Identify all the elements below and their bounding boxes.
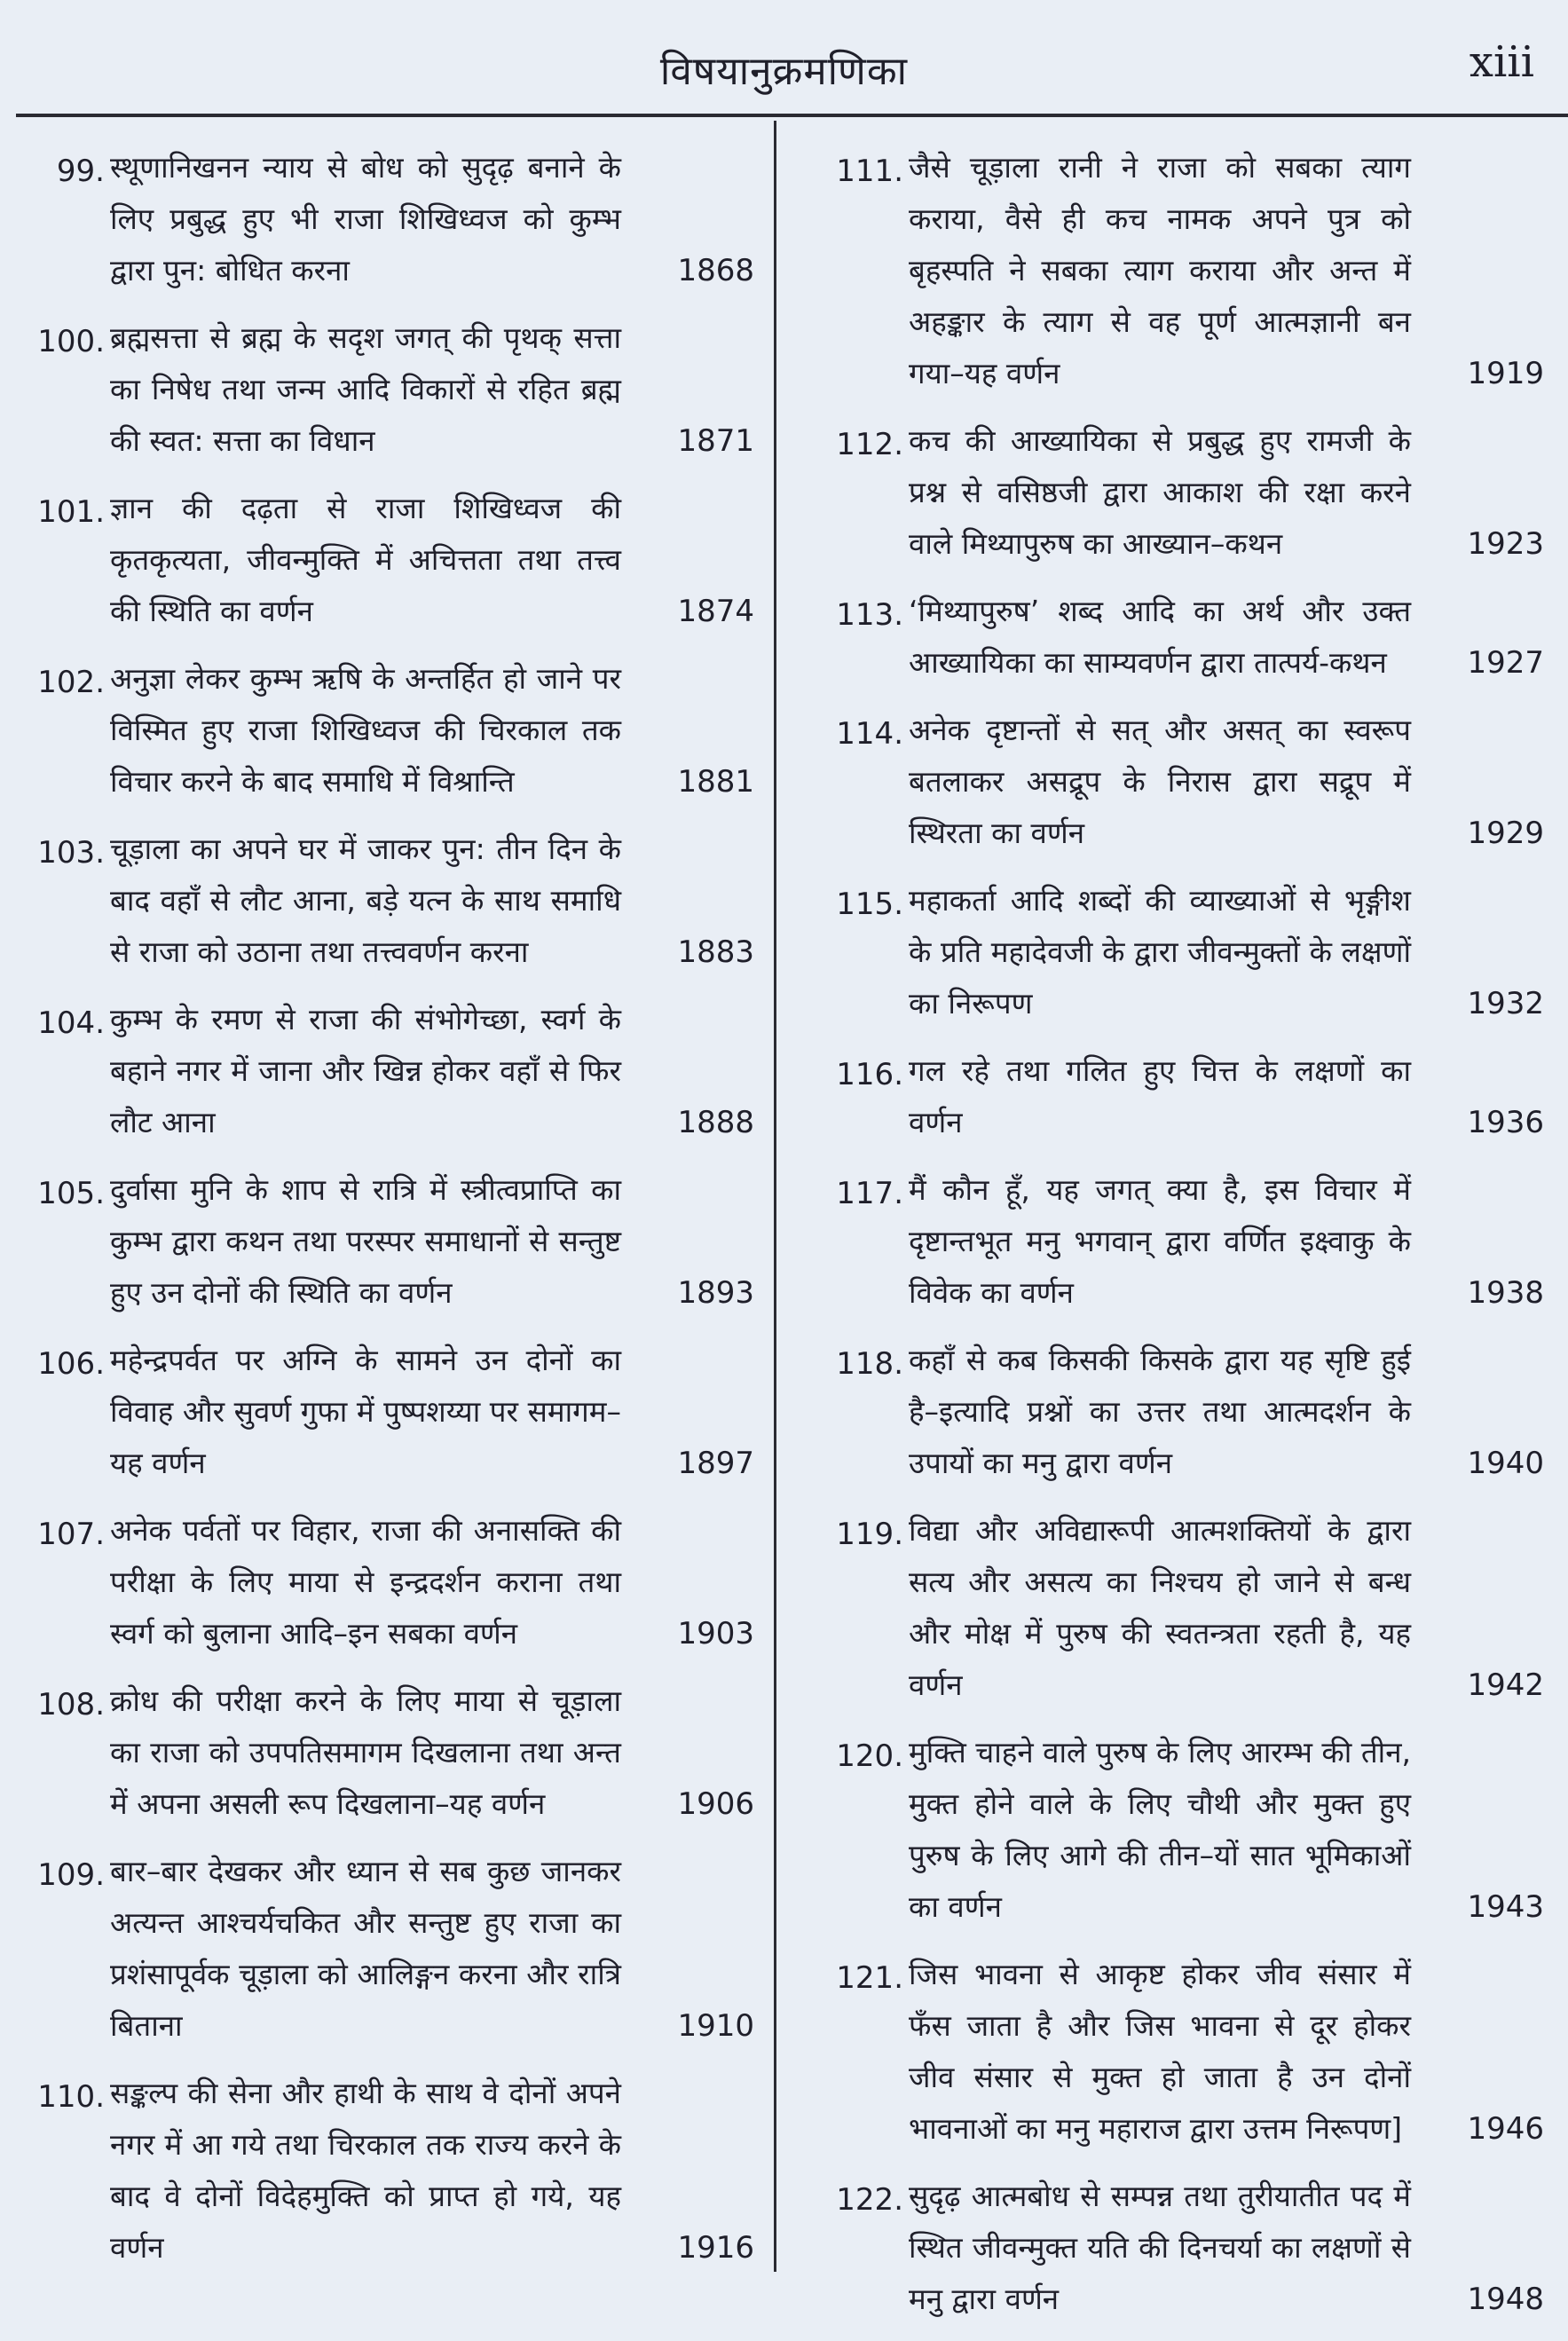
entry-number: 115. [836,887,903,922]
entry-title: मुक्ति चाहने वाले पुरुष के लिए आरम्भ की तीन, मुक्त होने वाले के लिए चौथी और मुक्त हुए पुरुष के लिए आगे की तीन–यों सात भूमिकाओं का वर्णन [909,1735,1411,1924]
entry-page-number: 1868 [677,253,754,288]
entry-title: क्रोध की परीक्षा करने के लिए माया से चूड़ाला का राजा को उपपतिसमागम दिखलाना तथा अन्त में अपना असली रूप दिखलाना–यह वर्णन [110,1683,621,1821]
entry-number: 118. [836,1346,903,1382]
toc-entry [808,1335,1544,1489]
toc-entry [808,415,1544,570]
entry-number: 105. [37,1176,105,1211]
toc-entry [808,875,1544,1029]
entry-number: 114. [836,716,903,752]
entry-title: विद्या और अविद्यारूपी आत्मशक्तियों के द्वारा सत्य और असत्य का निश्चय हो जाने से बन्ध और मोक्ष में पुरुष की स्वतन्त्रता रहती है, यह वर्णन [909,1513,1411,1702]
page-title: विषयानुक्रमणिका [659,49,909,94]
entry-page-number: 1916 [677,2230,754,2266]
entry-title: अनेक पर्वतों पर विहार, राजा की अनासक्ति की परीक्षा के लिए माया से इन्द्रदर्शन कराना तथा स्वर्ग को बुलाना आदि–इन सबका वर्णन [110,1513,621,1651]
entry-number: 106. [37,1346,105,1382]
entry-page-number: 1940 [1467,1446,1544,1481]
entry-page-number: 1906 [677,1786,754,1822]
toc-entry [20,1505,754,1659]
entry-page-number: 1874 [677,594,754,629]
toc-entry [20,1675,754,1830]
entry-number: 120. [836,1738,903,1774]
entry-title: दुर्वासा मुनि के शाप से रात्रि में स्त्रीत्वप्राप्ति का कुम्भ द्वारा कथन तथा परस्पर समाधानों से सन्तुष्ट हुए उन दोनों की स्थिति का वर्णन [110,1172,621,1310]
entry-number: 100. [37,324,105,359]
entry-page-number: 1919 [1467,356,1544,391]
entry-title: अनुज्ञा लेकर कुम्भ ऋषि के अन्तर्हित हो जाने पर विस्मित हुए राजा शिखिध्वज की चिरकाल तक विचार करने के बाद समाधि में विश्रान्ति [110,661,621,799]
entry-number: 116. [836,1057,903,1092]
toc-right-column [808,142,1544,2341]
entry-title: चूड़ाला का अपने घर में जाकर पुन: तीन दिन के बाद वहाँ से लौट आना, बड़े यत्न के साथ समाधि से राजा को उठाना तथा तत्त्ववर्णन करना [110,832,621,969]
toc-entry [808,586,1544,689]
toc-entry [808,1045,1544,1148]
entry-number: 117. [836,1176,903,1211]
entry-number: 101. [37,494,105,530]
column-divider [774,121,776,2272]
entry-number: 111. [836,154,903,189]
toc-entry [808,1727,1544,1933]
entry-page-number: 1946 [1467,2111,1544,2147]
entry-number: 104. [37,1005,105,1041]
toc-entry [808,1164,1544,1319]
entry-page-number: 1903 [677,1616,754,1651]
toc-entry [20,994,754,1148]
toc-entry [20,653,754,808]
entry-page-number: 1932 [1467,986,1544,1021]
entry-page-number: 1943 [1467,1889,1544,1925]
entry-page-number: 1871 [677,423,754,459]
entry-title: जैसे चूड़ाला रानी ने राजा को सबका त्याग कराया, वैसे ही कच नामक अपने पुत्र को बृहस्पति ने सबका त्याग कराया और अन्त में अहङ्कार के त्याग से वह पूर्ण आत्मज्ञानी बन गया–यह वर्णन [909,150,1411,390]
entry-number: 108. [37,1687,105,1722]
entry-title: महाकर्ता आदि शब्दों की व्याख्याओं से भृङ्गीश के प्रति महादेवजी के द्वारा जीवन्मुक्तों के लक्षणों का निरूपण [909,883,1411,1021]
entry-number: 110. [37,2079,105,2115]
entry-title: मैं कौन हूँ, यह जगत् क्या है, इस विचार में दृष्टान्तभूत मनु भगवान् द्वारा वर्णित इक्ष्वाकु के विवेक का वर्णन [909,1172,1411,1310]
toc-entry [20,312,754,467]
entry-page-number: 1942 [1467,1667,1544,1703]
toc-entry [20,1164,754,1319]
entry-title: सुदृढ़ आत्मबोध से सम्पन्न तथा तुरीयातीत पद में स्थित जीवन्मुक्त यति की दिनचर्या का लक्षणों से मनु द्वारा वर्णन [909,2179,1411,2316]
entry-page-number: 1936 [1467,1105,1544,1140]
toc-entry [808,1505,1544,1711]
toc-entry [808,1949,1544,2155]
toc-entry [20,142,754,296]
entry-number: 122. [836,2182,903,2218]
toc-entry [20,483,754,637]
entry-page-number: 1881 [677,764,754,800]
entry-title: ब्रह्मसत्ता से ब्रह्म के सदृश जगत् की पृथक् सत्ता का निषेध तथा जन्म आदि विकारों से रहित ब्रह्म की स्वत: सत्ता का विधान [110,320,621,458]
entry-title: सङ्कल्प की सेना और हाथी के साथ वे दोनों अपने नगर में आ गये तथा चिरकाल तक राज्य करने के बाद वे दोनों विदेहमुक्ति को प्राप्त हो गये, यह वर्णन [110,2076,621,2265]
toc-left-column [20,142,754,2290]
entry-page-number: 1929 [1467,816,1544,851]
entry-number: 121. [836,1960,903,1996]
entry-title: कहाँ से कब किसकी किसके द्वारा यह सृष्टि हुई है–इत्यादि प्रश्नों का उत्तर तथा आत्मदर्शन के उपायों का मनु द्वारा वर्णन [909,1343,1411,1480]
entry-number: 102. [37,665,105,700]
entry-page-number: 1938 [1467,1275,1544,1311]
entry-title: जिस भावना से आकृष्ट होकर जीव संसार में फँस जाता है और जिस भावना से दूर होकर जीव संसार से मुक्त हो जाता है उन दोनों भावनाओं का मनु महाराज द्वारा उत्तम निरूपण] [909,1957,1411,2146]
entry-title: महेन्द्रपर्वत पर अग्नि के सामने उन दोनों का विवाह और सुवर्ण गुफा में पुष्पशय्या पर समागम–यह वर्णन [110,1343,621,1480]
entry-title: स्थूणानिखनन न्याय से बोध को सुदृढ़ बनाने के लिए प्रबुद्ध हुए भी राजा शिखिध्वज को कुम्भ द्वारा पुन: बोधित करना [110,150,621,288]
entry-title: कच की आख्यायिका से प्रबुद्ध हुए रामजी के प्रश्न से वसिष्ठजी द्वारा आकाश की रक्षा करने वाले मिथ्यापुरुष का आख्यान–कथन [909,423,1411,561]
entry-title: ज्ञान की दढ़ता से राजा शिखिध्वज की कृतकृत्यता, जीवन्मुक्ति में अचित्तता तथा तत्त्व की स्थिति का वर्णन [110,491,621,628]
toc-entry [20,1335,754,1489]
toc-entry [808,142,1544,399]
entry-title: कुम्भ के रमण से राजा की संभोगेच्छा, स्वर्ग के बहाने नगर में जाना और खिन्न होकर वहाँ से फिर लौट आना [110,1002,621,1139]
entry-page-number: 1883 [677,934,754,970]
entry-number: 109. [37,1857,105,1893]
entry-title: ‘मिथ्यापुरुष’ शब्द आदि का अर्थ और उक्त आख्यायिका का साम्यवर्णन द्वारा तात्पर्य-कथन [909,594,1411,680]
entry-page-number: 1888 [677,1105,754,1140]
entry-page-number: 1910 [677,2008,754,2044]
toc-entry [808,705,1544,859]
entry-page-number: 1893 [677,1275,754,1311]
toc-entry [808,2171,1544,2325]
entry-number: 113. [836,597,903,633]
entry-title: अनेक दृष्टान्तों से सत् और असत् का स्वरूप बतलाकर असद्रूप के निरास द्वारा सद्रूप में स्थिरता का वर्णन [909,713,1411,850]
entry-number: 103. [37,835,105,871]
entry-title: गल रहे तथा गलित हुए चित्त के लक्षणों का वर्णन [909,1053,1411,1139]
entry-number: 99. [56,154,105,189]
entry-number: 119. [836,1517,903,1552]
entry-page-number: 1897 [677,1446,754,1481]
entry-number: 107. [37,1517,105,1552]
entry-page-number: 1923 [1467,526,1544,562]
entry-title: बार–बार देखकर और ध्यान से सब कुछ जानकर अत्यन्त आश्चर्यचकित और सन्तुष्ट हुए राजा का प्रशंसापूर्वक चूड़ाला को आलिङ्गन करना और रात्रि बिताना [110,1854,621,2043]
toc-entry [20,1846,754,2052]
entry-page-number: 1927 [1467,645,1544,681]
toc-entry [20,2068,754,2274]
entry-page-number: 1948 [1467,2282,1544,2317]
toc-entry [20,824,754,978]
entry-number: 112. [836,427,903,462]
header-divider [16,114,1568,117]
page-number: xiii [1469,37,1534,87]
